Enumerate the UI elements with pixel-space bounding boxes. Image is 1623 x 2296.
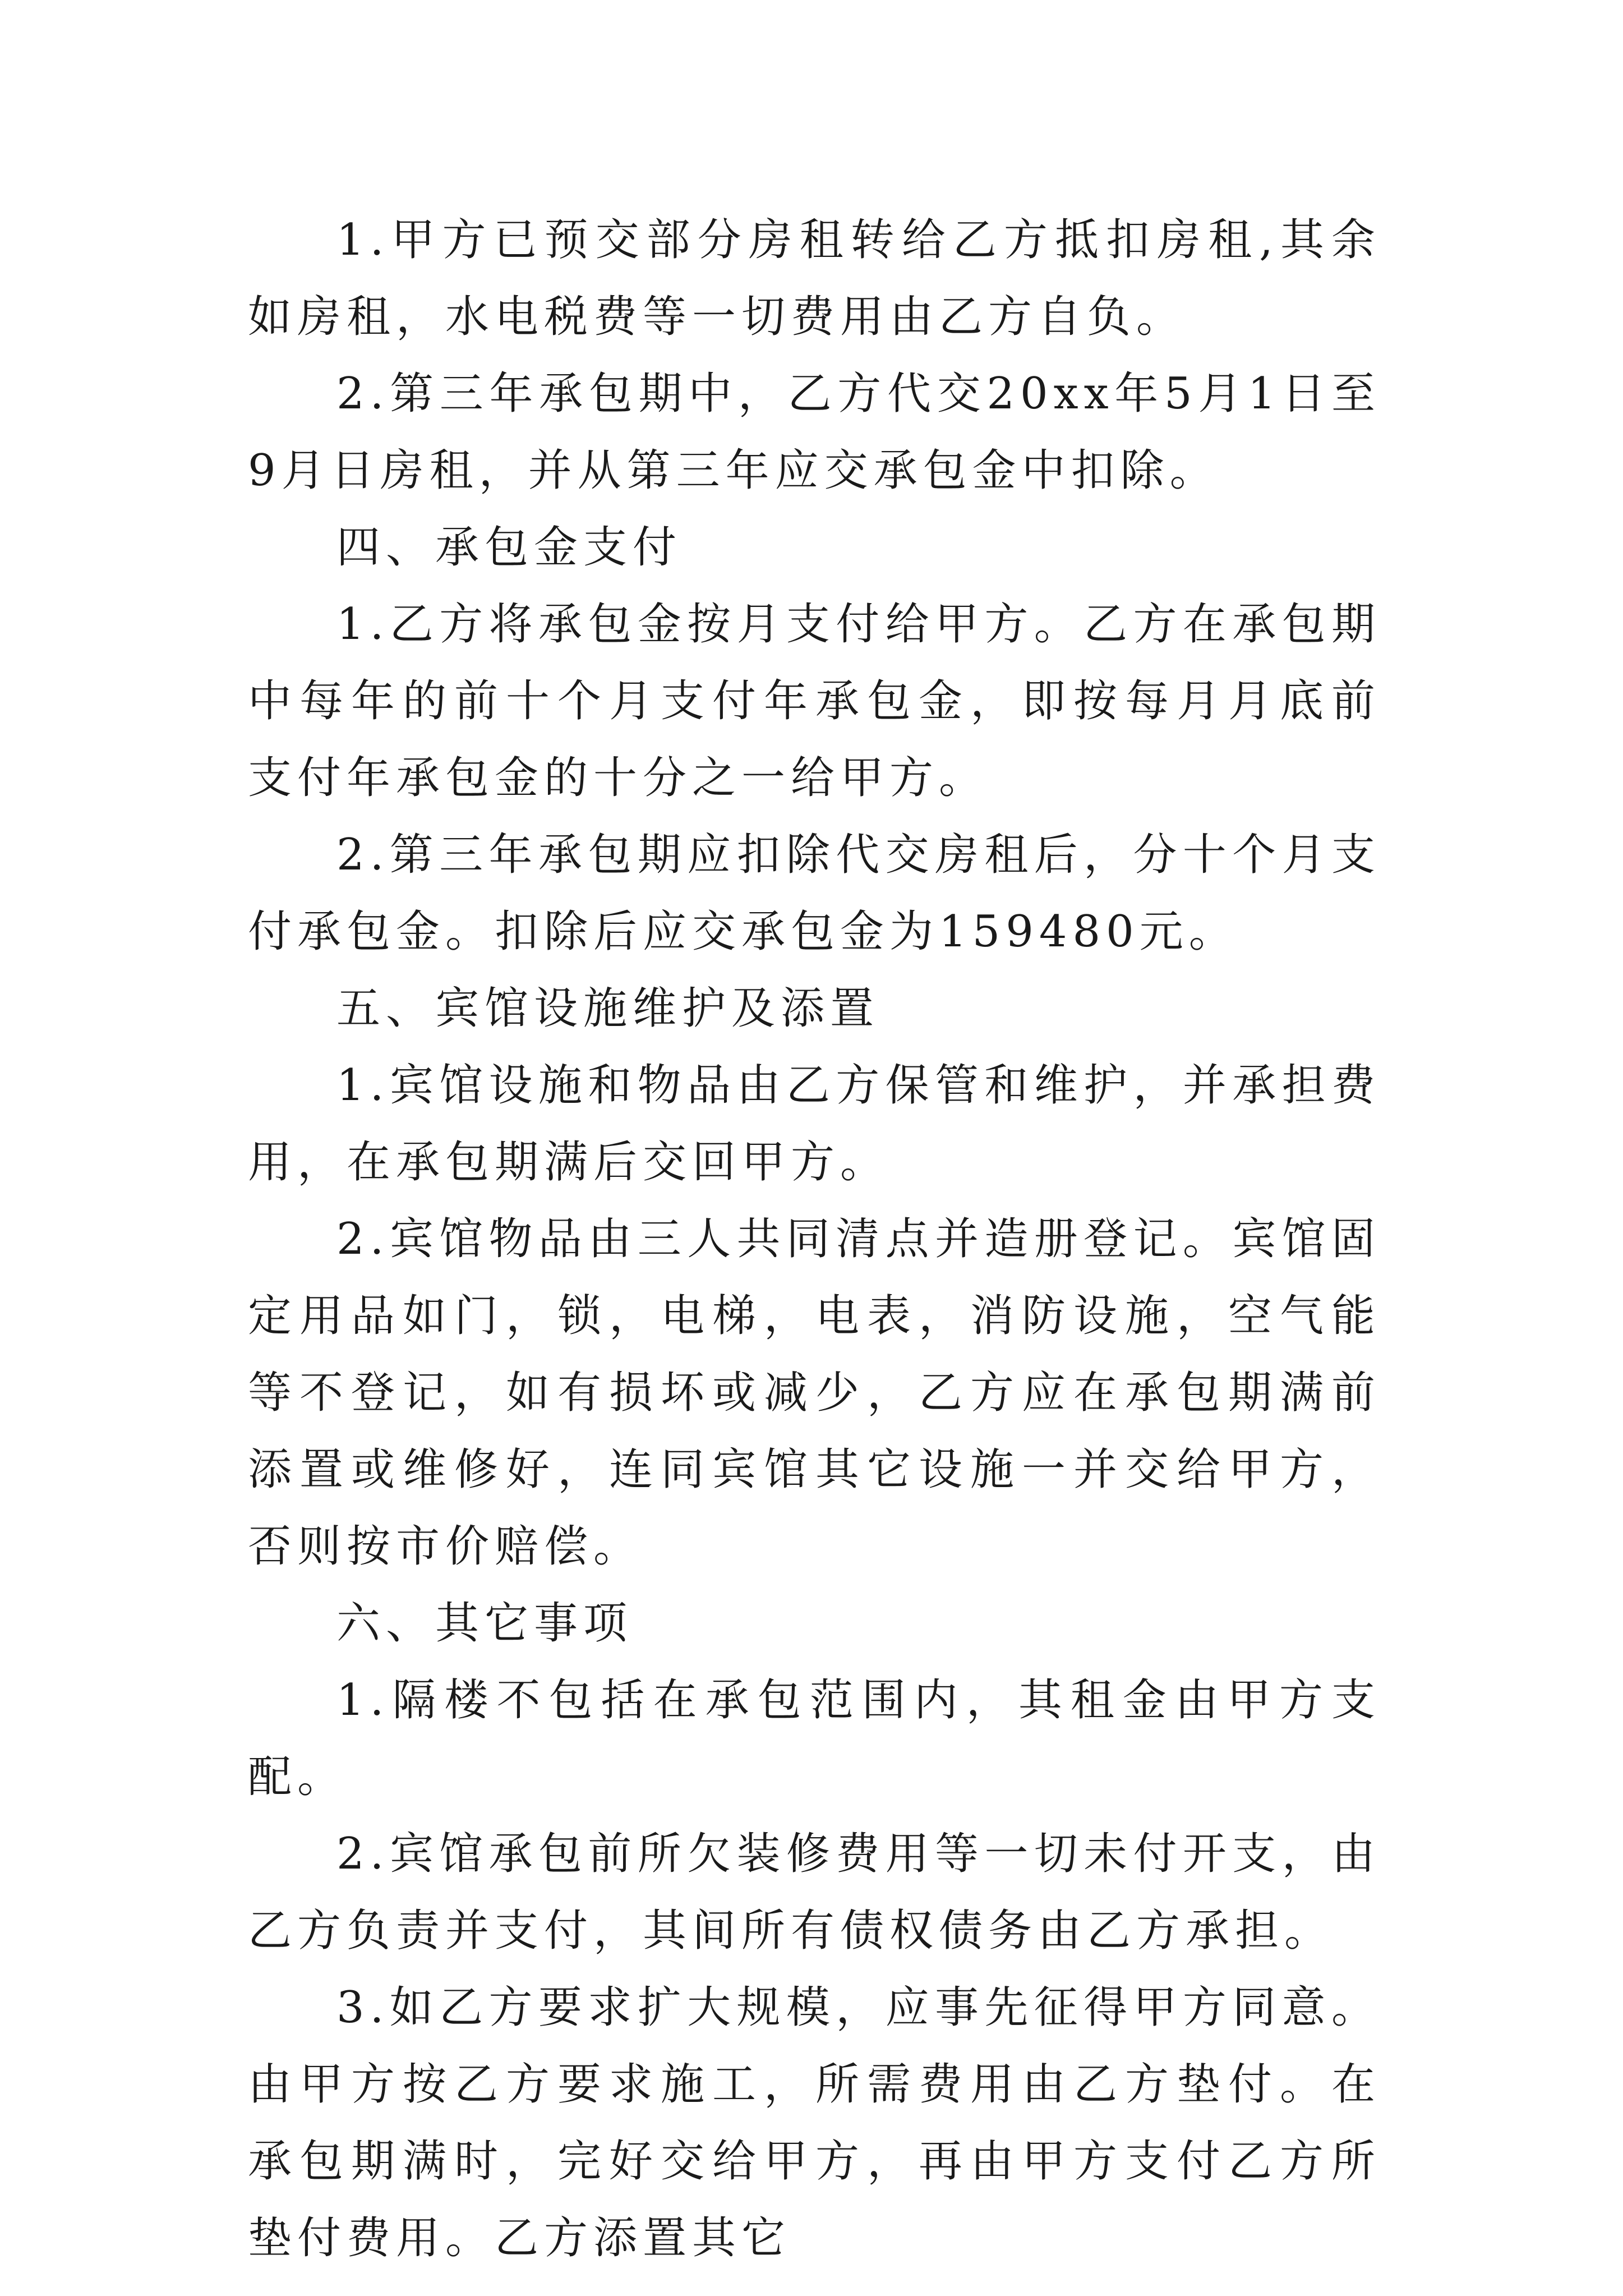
section-heading-5: 五、宾馆设施维护及添置 <box>336 983 880 1034</box>
paragraph-5-2: 2.宾馆物品由三人共同清点并造册登记。宾馆固定用品如门，锁，电梯，电表，消防设施，空气能等不登记，如有损坏或减少，乙方应在承包期满前添置或维修好，连同宾馆其它设施一并交给甲方，否则按市价赔偿。 <box>248 1214 1381 1572</box>
paragraph-5-1: 1.宾馆设施和物品由乙方保管和维护，并承担费用，在承包期满后交回甲方。 <box>248 1060 1381 1188</box>
paragraph-4-1: 1.乙方将承包金按月支付给甲方。乙方在承包期中每年的前十个月支付年承包金，即按每月月底前支付年承包金的十分之一给甲方。 <box>248 599 1381 803</box>
paragraph-4-2: 2.第三年承包期应扣除代交房租后，分十个月支付承包金。扣除后应交承包金为159480元。 <box>248 830 1381 957</box>
paragraph-3-2: 2.第三年承包期中，乙方代交20xx年5月1日至9月日房租，并从第三年应交承包金中扣除。 <box>248 369 1381 496</box>
section-heading-6: 六、其它事项 <box>336 1598 633 1649</box>
section-heading-4: 四、承包金支付 <box>336 522 683 573</box>
paragraph-6-2: 2.宾馆承包前所欠装修费用等一切未付开支，由乙方负责并支付，其间所有债权债务由乙方承担。 <box>248 1829 1381 1956</box>
paragraph-3-1: 1.甲方已预交部分房租转给乙方抵扣房租,其余如房租，水电税费等一切费用由乙方自负。 <box>248 215 1381 342</box>
paragraph-6-3: 3.如乙方要求扩大规模，应事先征得甲方同意。由甲方按乙方要求施工，所需费用由乙方垫付。在承包期满时，完好交给甲方，再由甲方支付乙方所垫付费用。乙方添置其它 <box>248 1982 1381 2263</box>
document-body <box>248 202 1381 2277</box>
paragraph-6-1: 1.隔楼不包括在承包范围内，其租金由甲方支配。 <box>248 1675 1381 1802</box>
